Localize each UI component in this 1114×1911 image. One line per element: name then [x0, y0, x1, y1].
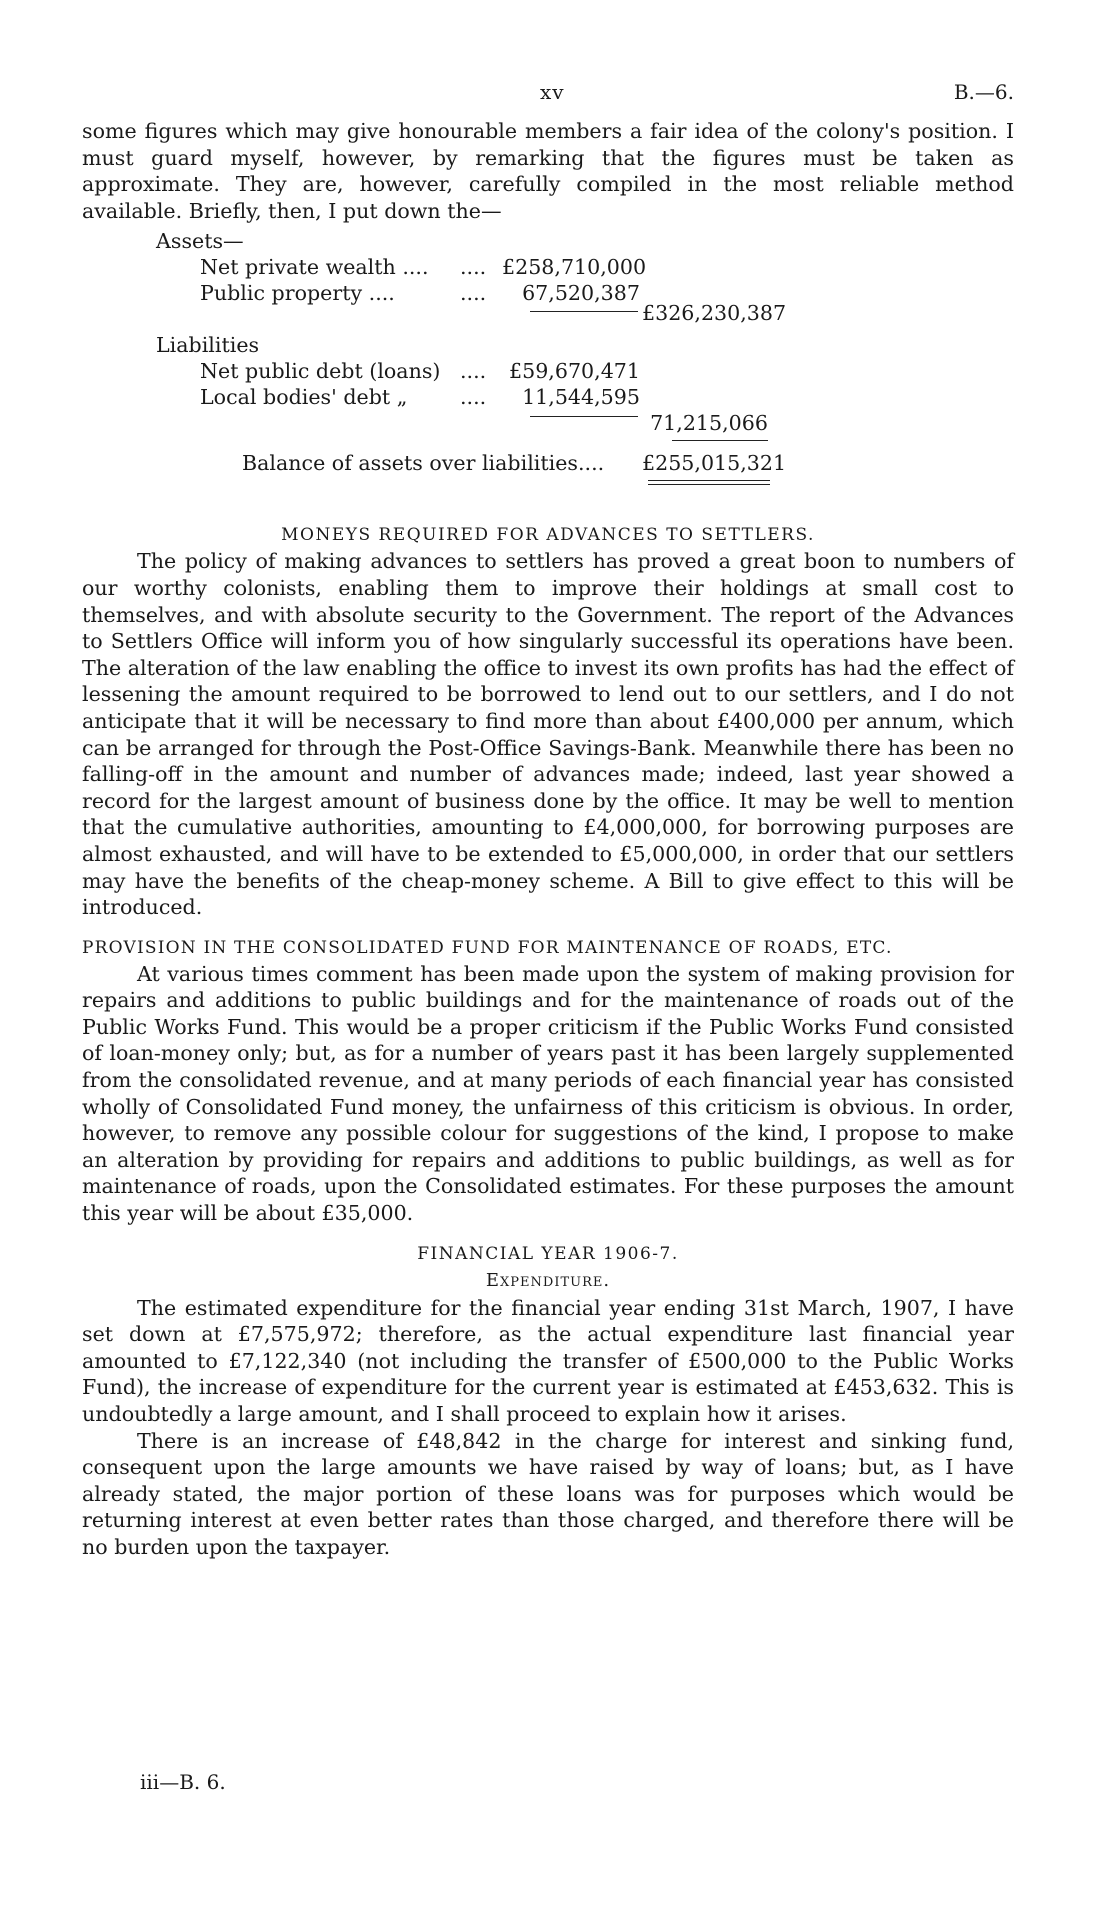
- liability-row: [82, 358, 1014, 385]
- page-number: xv: [540, 80, 565, 104]
- liability-row: [82, 384, 1014, 411]
- balance-row: [82, 450, 1014, 477]
- asset-row: [82, 254, 1014, 281]
- double-rule-top: [648, 480, 770, 481]
- section-heading-financial-year: FINANCIAL YEAR 1906-7.: [417, 1243, 679, 1264]
- liability-amount: £59,670,471: [508, 359, 640, 384]
- leader-dots: ....: [460, 255, 487, 280]
- section-heading-advances: MONEYS REQUIRED FOR ADVANCES TO SETTLERS.: [281, 525, 815, 546]
- leader-dots: ....: [460, 385, 487, 410]
- assets-total: £326,230,387: [642, 301, 787, 326]
- balance-label: Balance of assets over liabilities....: [242, 451, 605, 476]
- advances-paragraph: The policy of making advances to settlers has proved a great boon to numbers of our worthy colonists, enabling them to improve their holdings at small cost to themselves, and with absolute security to the Government. The report of the Advances to Settlers Office will inform you of how singularly successful its operations have been. The alteration of the law enabling the office to invest its own profits has had the effect of lessening the amount required to be borrowed to lend out to our settlers, and I do not anticipate that it will be necessary to find more than about £400,000 per annum, which can be arranged for through the Post-Office Savings-Bank. Meanwhile there has been no falling-off in the amount and number of advances made; indeed, last year showed a record for the largest amount of business done by the office. It may be well to mention that the cumulative authorities, amounting to £4,000,000, for borrowing purposes are almost exhausted, and will have to be extended to £5,000,000, in order that our settlers may have the benefits of the cheap-money scheme. A Bill to give effect to this will be introduced.: [82, 549, 1014, 920]
- assets-label: Assets—: [156, 229, 244, 254]
- asset-label: Public property ....: [200, 281, 395, 306]
- asset-label: Net private wealth ....: [200, 255, 429, 280]
- page-body: [82, 118, 1014, 1561]
- consolidated-fund-paragraph: At various times comment has been made upon the system of making provision for repairs and additions to public buildings and for the maintenance of roads out of the Public Works Fund. This would be a proper criticism if the Public Works Fund consisted of loan-money only; but, as for a number of years past it has been largely supplemented from the consolidated revenue, and at many periods of each financial year has consisted wholly of Consolidated Fund money, the unfairness of this criticism is obvious. In order, however, to remove any possible colour for suggestions of the kind, I propose to make an alteration by providing for repairs and additions to public buildings, as well as for maintenance of roads, upon the Consolidated estimates. For these purposes the amount this year will be about £35,000.: [82, 961, 1014, 1226]
- expenditure-paragraph-2: There is an increase of £48,842 in the charge for interest and sinking fund, consequent upon the large amounts we have raised by way of loans; but, as I have already stated, the major portion of these loans was for purposes which would be returning interest at even better rates than those charged, and therefore there will be no burden upon the taxpayer.: [82, 1428, 1014, 1559]
- liability-amount: 11,544,595: [522, 385, 640, 410]
- section-heading-consolidated-fund: PROVISION IN THE CONSOLIDATED FUND FOR MAINTENANCE OF ROADS, ETC.: [82, 937, 893, 958]
- balance-amount: £255,015,321: [642, 451, 787, 476]
- page-header: [0, 80, 1114, 110]
- liabilities-total: 71,215,066: [650, 411, 768, 436]
- assets-liabilities-statement: [82, 224, 1014, 514]
- leader-dots: ....: [460, 281, 487, 306]
- footer-signature: iii—B. 6.: [140, 1770, 226, 1794]
- intro-paragraph: some figures which may give honourable members a fair idea of the colony's position. I must guard myself, however, by remarking that the figures must be taken as approximate. They are, however, carefully compiled in the most reliable method available. Briefly, then, I put down the—: [82, 119, 1014, 223]
- asset-amount: £258,710,000: [502, 255, 647, 280]
- document-reference: B.—6.: [953, 80, 1014, 104]
- liability-label: Local bodies' debt „: [200, 385, 408, 410]
- subheading-expenditure: Expenditure.: [485, 1269, 611, 1291]
- asset-amount: 67,520,387: [522, 281, 640, 306]
- expenditure-paragraph-1: The estimated expenditure for the financial year ending 31st March, 1907, I have set down at £7,575,972; therefore, as the actual expenditure last financial year amounted to £7,122,340 (not including the transfer of £500,000 to the Public Works Fund), the increase of expenditure for the current year is estimated at £453,632. This is undoubtedly a large amount, and I shall proceed to explain how it arises.: [82, 1295, 1014, 1426]
- liabilities-label: Liabilities: [156, 333, 260, 358]
- double-rule-bottom: [648, 484, 770, 485]
- liability-label: Net public debt (loans): [200, 359, 441, 384]
- total-rule: [672, 440, 768, 441]
- leader-dots: ....: [460, 359, 487, 384]
